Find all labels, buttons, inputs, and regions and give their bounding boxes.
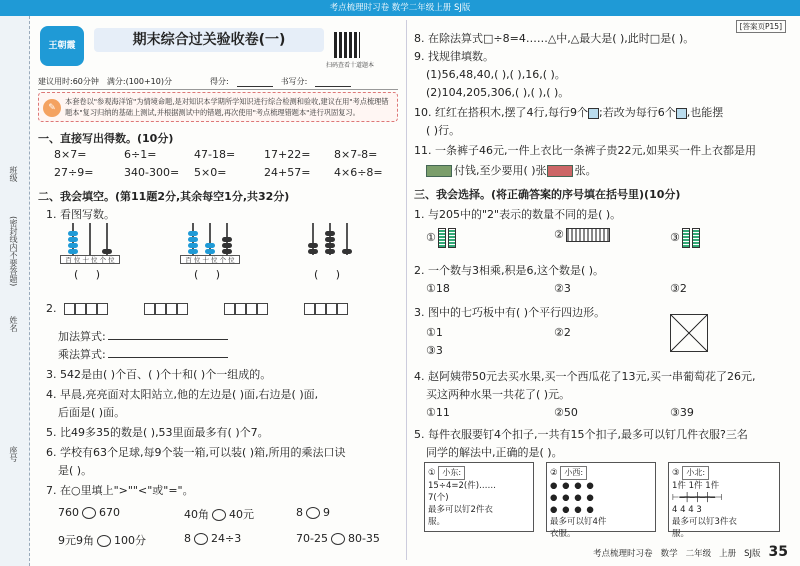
page-number: 35 [768, 544, 788, 560]
q2-3: 3. 542是由( )个百、( )个十和( )个一组成的。 [46, 368, 272, 381]
calc-item: 8×7-8= [334, 148, 378, 161]
q3-4b: 买这两种水果一共花了( )元。 [426, 388, 571, 401]
calc-item: 47-18= [194, 148, 236, 161]
solution-box-3[interactable]: ③ 小北: 1件 1件 1件 ⊢━┿━┿━┿━⊣ 4 4 4 3 最多可以钉3件衣 服。 [668, 462, 780, 532]
option-2[interactable]: ②50 [554, 406, 578, 419]
calc-item: 4×6÷8= [334, 166, 383, 179]
notice-box [38, 92, 398, 122]
abacus-2 [180, 220, 240, 264]
calc-item: 17+22= [264, 148, 311, 161]
option-3[interactable]: ③3 [426, 344, 443, 357]
top-banner: 考点梳理时习卷 数学二年级上册 SJ版 [0, 0, 800, 16]
option-3[interactable]: ③39 [670, 406, 694, 419]
compare-item[interactable]: 70-25 80-35 [296, 532, 380, 545]
q2-2-label: 2. [46, 302, 57, 315]
q2-6b: 是( )。 [58, 464, 93, 477]
option-3[interactable]: ③2 [670, 282, 687, 295]
abacus-1 [60, 220, 120, 264]
q2-11a: 11. 一条裤子46元,一件上衣比一条裤子贵22元,如果买一件上衣都是用 [414, 144, 756, 157]
q3-4a: 4. 赵阿姨带50元去买水果,买一个西瓜花了13元,买一串葡萄花了26元, [414, 370, 756, 383]
calc-row-1 [54, 148, 404, 161]
page-title: 期末综合过关验收卷(一) [94, 28, 324, 52]
option-1[interactable]: ①1 [426, 326, 443, 339]
spine-name: 姓名 [9, 316, 18, 332]
calc-item: 8×7= [54, 148, 87, 161]
qr-caption: 扫码查看十道题本 [326, 62, 375, 69]
compare-item[interactable]: 40角 40元 [184, 508, 254, 521]
cube-icon [588, 108, 599, 119]
calc-row-2 [54, 166, 404, 179]
page-divider [406, 20, 407, 560]
calc-item: 5×0= [194, 166, 227, 179]
q2-8: 8. 在除法算式□÷8=4……△中,△最大是( ),此时□是( )。 [414, 32, 695, 45]
compare-item[interactable]: 760 670 [58, 506, 120, 519]
q2-4a: 4. 早晨,亮亮面对太阳站立,他的左边是( )面,右边是( )面, [46, 388, 319, 401]
cube-icon [676, 108, 687, 119]
q2-10a: 10. 红红在搭积木,摆了4行,每行9个 ;若改为每行6个 ,也能摆 [414, 106, 724, 119]
binding-spine [0, 16, 30, 566]
q2-9-2: (2)104,205,306,( ),( ),( )。 [426, 86, 570, 99]
option-2[interactable]: ②3 [554, 282, 571, 295]
compare-item[interactable]: 9元9角 100分 [58, 534, 146, 547]
meta-score: 满分:(100+10)分 [106, 77, 172, 86]
option-2[interactable]: ②2 [554, 326, 571, 339]
q2-9-1: (1)56,48,40,( ),( ),16,( )。 [426, 68, 566, 81]
option-1[interactable]: ①11 [426, 406, 450, 419]
rod-blocks-icon [438, 228, 446, 248]
calc-item: 6÷1= [124, 148, 157, 161]
q2-4b: 后面是( )面。 [58, 406, 126, 419]
section-3-heading: 三、我会选择。(将正确答案的序号填在括号里)(10分) [414, 188, 681, 201]
add-expr: 加法算式: [58, 328, 228, 344]
cube-group [224, 303, 268, 319]
abacus-place-labels: 百 位 十 位 个 位 [60, 255, 120, 264]
q2-6a: 6. 学校有63个足球,每9个装一箱,可以装( )箱,所用的乘法口诀 [46, 446, 346, 459]
option-1[interactable]: ① [426, 228, 456, 248]
section-2-heading: 二、我会填空。(第11题2分,其余每空1分,共32分) [38, 190, 290, 203]
left-column: 王朝霞 期末综合过关验收卷(一) 扫码查看十道题本 建议用时:60分钟 满分:(100+10)分 得分: 书写分: ✎ 本套卷以"参观海洋馆"为情境命题,是对知识本学期所学知识进行综合检测和验收,建议在用"考点梳理错题本"复习归纳的基础上测试,并根据测试中的错题,再次使用"考点梳理错题本"进行巩固复习。 一、直接写出得数。(10分) 8×7= 6÷1= 47-18= 17+22= 8×7-8= 27÷9= 340-300= 5×0= 24+57= 4×6÷8= 二、我会填空。(第11题2分,其余每空1分,共32分) 1. 看图写数。 百 位 十 位 个 位 ( ) 百 位 十 位 个 位 ( ) ( ) 2. 加法算式: 乘法算式: 3. 542是由( )个百、( )个十和( )个一组成的。 4. 早晨,亮亮面对太阳站立,他的左边是( )面,右边是( )面, 后面是( )面。 5. 比49多35的数是( ),53里面最多有( )个7。 6. 学校有63个足球,每9个装一箱,可以装( )箱,所用的乘法口诀 是( )。 7. 在○里填上">""<"或"="。 760 670 40角 40元 8 9 9元9角 100分 8 24÷3 70-25 80-35 [34, 18, 402, 566]
option-3[interactable]: ③ [670, 228, 700, 248]
banknote-icon [426, 165, 452, 177]
section-1-heading: 一、直接写出得数。(10分) [38, 132, 174, 145]
page-footer: 考点梳理时习卷 数学 二年级 上册 SJ版 35 [593, 544, 788, 560]
compare-item[interactable]: 8 24÷3 [184, 532, 242, 545]
brand-logo: 王朝霞 [40, 26, 84, 66]
q3-5b: 同学的解法中,正确的是( )。 [426, 446, 563, 459]
meta-got: 得分: [209, 77, 229, 86]
qr-code-icon[interactable] [334, 32, 360, 58]
calc-item: 24+57= [264, 166, 311, 179]
option-2[interactable]: ② [554, 228, 610, 242]
cube-group [144, 303, 188, 319]
q2-10b: ( )行。 [426, 124, 461, 137]
button-grid-icon: ● ● ● ● ● ● ● ● ● ● ● ● [550, 481, 595, 515]
compare-item[interactable]: 8 9 [296, 506, 330, 519]
q2-7: 7. 在○里填上">""<"或"="。 [46, 484, 194, 497]
teacher-icon: ✎ [43, 99, 61, 117]
spine-hint: (密封线内不要答题) [9, 216, 18, 287]
q2-9: 9. 找规律填数。 [414, 50, 494, 63]
tangram-figure [670, 314, 708, 352]
solution-box-2[interactable]: ② 小西: ● ● ● ● ● ● ● ● ● ● ● ● 最多可以钉4件 衣服。 [546, 462, 656, 532]
notice-text: 本套卷以"参观海洋馆"为情境命题,是对知识本学期所学知识进行综合检测和验收,建议在用"考点梳理错题本"复习归纳的基础上测试,并根据测试中的错题,再次使用"考点梳理错题本"进行巩固复习。 [65, 97, 389, 117]
answer-page-ref: [答案页P15] [736, 20, 786, 33]
q3-2: 2. 一个数与3相乘,积是6,这个数是( )。 [414, 264, 605, 277]
option-1[interactable]: ①18 [426, 282, 450, 295]
q3-1: 1. 与205中的"2"表示的数量不同的是( )。 [414, 208, 622, 221]
rod-blocks-icon [682, 228, 690, 248]
banknote-icon [547, 165, 573, 177]
solution-box-1[interactable]: ① 小东: 15÷4=2(件)…… 7(个) 最多可以钉2件衣 服。 [424, 462, 534, 532]
q3-3: 3. 图中的七巧板中有( )个平行四边形。 [414, 306, 606, 319]
spine-class: 班级 [9, 166, 18, 182]
exam-meta [38, 76, 398, 90]
q3-5a: 5. 每件衣服要钉4个扣子,一共有15个扣子,最多可以钉几件衣服?三名 [414, 428, 748, 441]
cube-group [304, 303, 348, 319]
cube-group [64, 303, 108, 319]
abacus-3 [300, 220, 360, 264]
abacus-place-labels: 百 位 十 位 个 位 [180, 255, 240, 264]
calc-item: 27÷9= [54, 166, 94, 179]
number-line-icon: ⊢━┿━┿━┿━⊣ [672, 493, 723, 503]
meta-time: 建议用时:60分钟 [38, 77, 99, 86]
q2-1-label: 1. 看图写数。 [46, 208, 115, 221]
q2-5: 5. 比49多35的数是( ),53里面最多有( )个7。 [46, 426, 269, 439]
flat-blocks-icon [566, 228, 610, 242]
q2-11b: 付钱,至少要用( )张 张。 [426, 162, 597, 178]
calc-item: 340-300= [124, 166, 180, 179]
right-column [414, 18, 796, 566]
meta-writing: 书写分: [280, 77, 308, 86]
spine-seat: 座号 [9, 446, 18, 462]
mul-expr: 乘法算式: [58, 346, 228, 362]
